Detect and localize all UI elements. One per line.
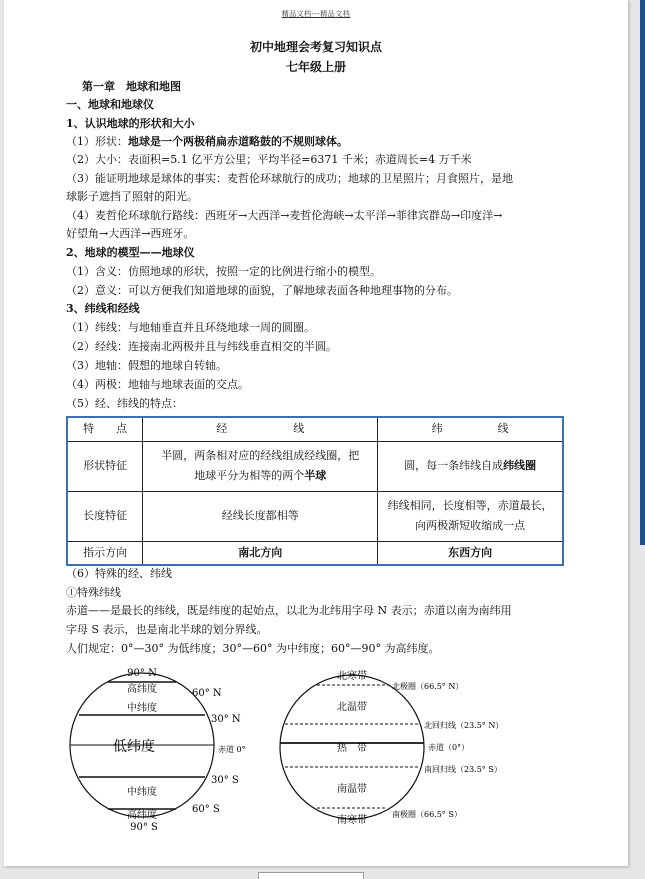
table-cell: 长度特征: [67, 491, 143, 541]
subsection-heading-3: 3、纬线和经线: [66, 302, 140, 315]
route-paragraph-line1: （4）麦哲伦环球航行路线：西班牙→大西洋→麦哲伦海峡→太平洋→菲律宾群岛→印度洋→: [66, 209, 503, 222]
label-60s: 60° S: [192, 804, 220, 815]
temperature-zones-diagram: [272, 666, 542, 836]
label-antarctic-circle: 南极圈（66.5° S）: [392, 810, 462, 819]
table-cell: 东西方向: [378, 541, 563, 565]
label-tropic-of-cancer: 北回归线（23.5° N）: [424, 721, 504, 730]
chapter-heading: 第一章 地球和地图: [82, 80, 181, 93]
label-south-frigid-zone: 南寒带: [337, 815, 367, 826]
table-cell: 经线长度都相等: [143, 491, 378, 541]
label-south-temperate-zone: 南温带: [337, 784, 367, 795]
label-low-latitude: 低纬度: [113, 739, 155, 755]
table-header-row: [67, 417, 563, 441]
label-equator: 赤道 0°: [218, 745, 246, 754]
proof-paragraph-line2: 球影子遮挡了照射的阳光。: [66, 190, 198, 203]
subsection-heading-2: 2、地球的模型——地球仪: [66, 246, 195, 259]
special-lines-heading: （6）特殊的经、纬线: [66, 567, 172, 580]
latitude-zones-diagram: [64, 666, 264, 836]
shape-paragraph: （1）形状：地球是一个两极稍扁赤道略鼓的不规则球体。: [66, 135, 348, 148]
label-30s: 30° S: [211, 775, 239, 786]
proof-paragraph-line1: （3）能证明地球是球体的事实：麦哲伦环球航行的成功；地球的卫星照片；月食照片，是地: [66, 172, 513, 185]
label-mid-latitude-s: 中纬度: [127, 787, 157, 798]
table-row: [67, 491, 563, 541]
label-north-temperate-zone: 北温带: [337, 702, 367, 713]
label-mid-latitude-n: 中纬度: [127, 703, 157, 714]
label-tropic-of-capricorn: 南回归线（23.5° S）: [424, 765, 502, 774]
label-equator: 赤道（0°）: [428, 743, 470, 752]
label-90n: 90° N: [127, 668, 157, 679]
route-paragraph-line2: 好望角→大西洋→西班牙。: [66, 227, 195, 240]
table-row: [67, 441, 563, 491]
label-60n: 60° N: [192, 688, 222, 699]
table-header-cell: 纬 线: [378, 417, 563, 441]
model-meaning: （1）含义：仿照地球的形状，按照一定的比例进行缩小的模型。: [66, 265, 381, 278]
features-table: [66, 416, 564, 566]
doc-subtitle: 七年级上册: [285, 60, 346, 74]
page-header: 精品文档---精品文档: [281, 10, 351, 18]
section-heading: 一、地球和地球仪: [66, 98, 154, 111]
label-high-latitude-n: 高纬度: [127, 684, 157, 695]
equator-paragraph-line2: 字母 S 表示，也是南北半球的划分界线。: [66, 623, 268, 636]
poles-definition: （4）两极：地轴与地球表面的交点。: [66, 378, 249, 391]
latitude-definition: （1）纬线：与地轴垂直并且环绕地球一周的圆圈。: [66, 321, 315, 334]
label-arctic-circle: 北极圈（66.5° N）: [392, 682, 464, 691]
label-90s: 90° S: [130, 822, 158, 833]
label-30n: 30° N: [211, 714, 241, 725]
table-cell: 纬线相同，长度相等，赤道最长， 向两极渐短收缩成一点: [378, 491, 563, 541]
longitude-definition: （2）经线：连接南北两极并且与纬线垂直相交的半圆。: [66, 340, 337, 353]
table-cell: 指示方向: [67, 541, 143, 565]
special-latitudes-heading: ①特殊纬线: [66, 586, 121, 599]
size-paragraph: （2）大小：表面积=5.1 亿平方公里；平均半径=6371 千米；赤道周长=4 万千米: [66, 153, 472, 166]
equator-paragraph-line1: 赤道——是最长的纬线，既是纬度的起始点，以北为北纬用字母 N 表示；赤道以南为南纬用: [66, 604, 512, 617]
label-high-latitude-s: 高纬度: [127, 810, 157, 821]
table-cell: 圆，每一条纬线自成纬线圈: [378, 441, 563, 491]
table-cell: 南北方向: [143, 541, 378, 565]
vertical-scrollbar[interactable]: [640, 0, 645, 545]
subsection-heading-1: 1、认识地球的形状和大小: [66, 117, 195, 130]
table-row: [67, 541, 563, 565]
label-tropical-zone: 热 带: [337, 743, 367, 754]
table-header-cell: 特 点: [67, 417, 143, 441]
label-north-frigid-zone: 北寒带: [337, 671, 367, 682]
doc-title: 初中地理会考复习知识点: [249, 40, 382, 54]
table-header-cell: 经 线: [143, 417, 378, 441]
latitude-zones-rule: 人们规定：0°—30° 为低纬度；30°—60° 为中纬度；60°—90° 为高纬度。: [66, 642, 440, 655]
axis-definition: （3）地轴：假想的地球自转轴。: [66, 359, 227, 372]
table-cell: 形状特征: [67, 441, 143, 491]
table-cell: 半圆，两条相对应的经线组成经线圈，把 地球平分为相等的两个半球: [143, 441, 378, 491]
features-intro: （5）经、纬线的特点：: [66, 397, 183, 410]
document-page: [4, 0, 628, 866]
model-significance: （2）意义：可以方便我们知道地球的面貌，了解地球表面各种地理事物的分布。: [66, 284, 458, 297]
